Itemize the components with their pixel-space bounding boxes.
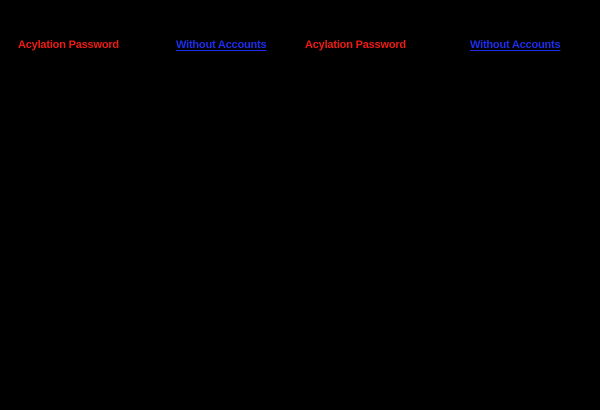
main-content-area — [0, 60, 600, 410]
nav-link-without-accounts-1[interactable]: Without Accounts — [176, 39, 267, 51]
nav-link-without-accounts-2[interactable]: Without Accounts — [470, 39, 561, 51]
nav-link-acylation-password-1[interactable]: Acylation Password — [18, 39, 119, 51]
nav-link-acylation-password-2[interactable]: Acylation Password — [305, 39, 406, 51]
nav-link-row — [0, 38, 600, 56]
